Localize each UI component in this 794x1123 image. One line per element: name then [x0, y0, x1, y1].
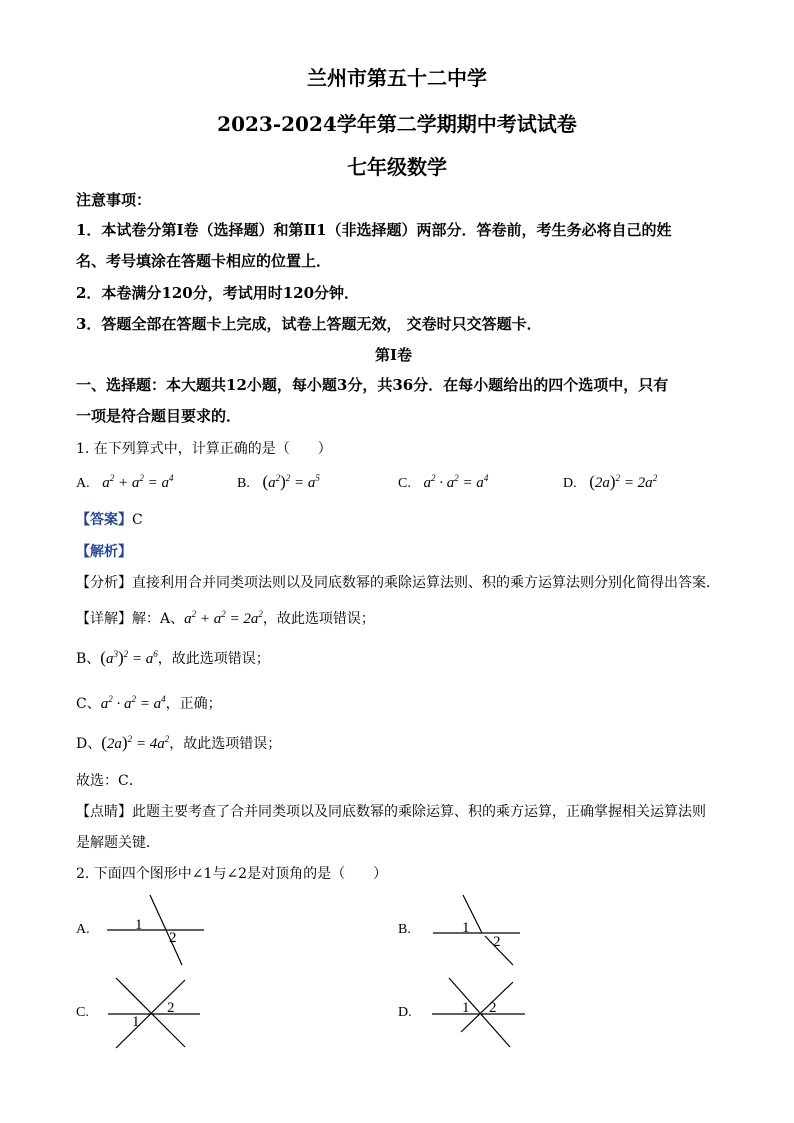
q2-figure-c-angle-2: 2: [167, 1000, 175, 1016]
subject-title: 七年级数学: [347, 155, 447, 179]
q1-detail-a: [76, 608, 375, 628]
q2-figure-b: [425, 890, 535, 970]
q2-figure-a-angle-1: 1: [135, 917, 143, 933]
q1-analysis-tag: 【解析】: [76, 544, 132, 560]
q1-detail-d-expression: $(2a)^2 = 4a^2$: [101, 733, 170, 752]
q1-conclusion: 故选：C．: [76, 773, 143, 789]
q1-dianjing-line-2: 是解题关键．: [76, 835, 160, 851]
q1-option-a-label: A.: [76, 476, 90, 491]
q2-figure-d-diagonal-1: [449, 978, 510, 1047]
q1-detail-b-suffix: ，故此选项错误；: [157, 651, 270, 667]
q1-detail-b-prefix: B、: [76, 651, 101, 667]
q2-option-d-label: D.: [398, 1005, 412, 1020]
q1-detail-a-suffix: ，故此选项错误；: [262, 611, 375, 627]
q2-figure-d-angle-1: 1: [462, 1000, 470, 1016]
q1-fenxi: 【分析】直接利用合并同类项法则以及同底数幂的乘除运算法则、积的乘方运算法则分别化简得出答案．: [76, 575, 720, 591]
section-instruction-line-2: 一项是符合题目要求的．: [76, 407, 242, 425]
notes-item-2: 2．本卷满分120分，考试用时120分钟．: [76, 284, 360, 302]
q1-option-b-label: B.: [237, 476, 250, 491]
q1-dianjing-line-1: 【点睛】此题主要考查了合并同类项以及同底数幂的乘除运算、积的乘方运算，正确掌握相关运算法则: [76, 804, 706, 820]
q1-option-c: [398, 472, 488, 492]
q2-figure-d: [425, 970, 545, 1055]
q1-option-d: [563, 472, 657, 492]
section-instruction-line-1: 一、选择题：本大题共12小题，每小题3分，共36分．在每小题给出的四个选项中，只有: [76, 376, 669, 394]
q1-option-a-expression: $a^2 + a^2 = a^4$: [94, 473, 174, 491]
q1-detail-a-expression: $a^2 + a^2 = 2a^2$: [184, 609, 263, 627]
q1-option-b-expression: $(a^2)^2 = a^5$: [262, 472, 320, 491]
q1-answer-value: C: [132, 512, 143, 528]
q2-figure-c-diagonal-1: [116, 978, 185, 1047]
q1-answer-tag: 【答案】: [76, 512, 132, 528]
notes-item-3: 3．答题全部在答题卡上完成，试卷上答题无效， 交卷时只交答题卡．: [76, 315, 542, 333]
q1-detail-c-prefix: C、: [76, 696, 101, 712]
q1-answer: [76, 509, 143, 529]
notes-item-1-line-2: 名、考号填涂在答题卡相应的位置上．: [76, 252, 332, 270]
q1-option-c-label: C.: [398, 476, 411, 491]
notes-heading: 注意事项：: [76, 191, 152, 209]
q2-option-c-label: C.: [76, 1005, 89, 1020]
school-name: 兰州市第五十二中学: [307, 66, 487, 90]
q1-detail-d: [76, 733, 281, 753]
q1-detail-d-suffix: ，故此选项错误；: [169, 736, 282, 752]
q2-figure-a-angle-2: 2: [169, 930, 177, 946]
q2-option-b-label: B.: [398, 922, 411, 937]
q1-option-b: [237, 472, 320, 492]
q1-detail-c-expression: $a^2 \cdot a^2 = a^4$: [100, 694, 166, 712]
q1-detail-b: [76, 648, 270, 668]
q1-detail-b-expression: $(a^3)^2 = a^6$: [100, 648, 158, 667]
q1-detail-a-prefix: 【详解】解：A、: [76, 611, 185, 627]
q1-stem: 1. 在下列算式中，计算正确的是（ ）: [76, 441, 332, 457]
q2-stem: 2. 下面四个图形中∠1与∠2是对顶角的是（ ）: [76, 866, 388, 882]
exam-title: 2023-2024学年第二学期期中考试试卷: [217, 112, 577, 136]
q1-option-d-label: D.: [563, 476, 577, 491]
q2-figure-b-angle-1: 1: [462, 920, 470, 936]
q1-detail-c-suffix: ，正确；: [165, 696, 222, 712]
q2-figure-d-angle-2: 2: [489, 1000, 497, 1016]
section-title: 第Ⅰ卷: [375, 346, 413, 364]
q1-option-d-expression: $(2a)^2 = 2a^2$: [589, 472, 658, 491]
q1-option-a: [76, 472, 173, 492]
q1-option-c-expression: $a^2 \cdot a^2 = a^4$: [415, 473, 489, 491]
q2-figure-a: [100, 890, 210, 970]
q2-figure-b-angle-2: 2: [493, 934, 501, 950]
q1-detail-c: [76, 693, 222, 713]
notes-item-1-line-1: 1．本试卷分第Ⅰ卷（选择题）和第Ⅱ1（非选择题）两部分．答卷前，考生务必将自己的姓: [76, 221, 672, 239]
q2-option-a-label: A.: [76, 922, 90, 937]
q1-detail-d-prefix: D、: [76, 736, 102, 752]
q2-figure-c: [100, 970, 210, 1055]
q2-figure-c-angle-1: 1: [132, 1014, 140, 1030]
